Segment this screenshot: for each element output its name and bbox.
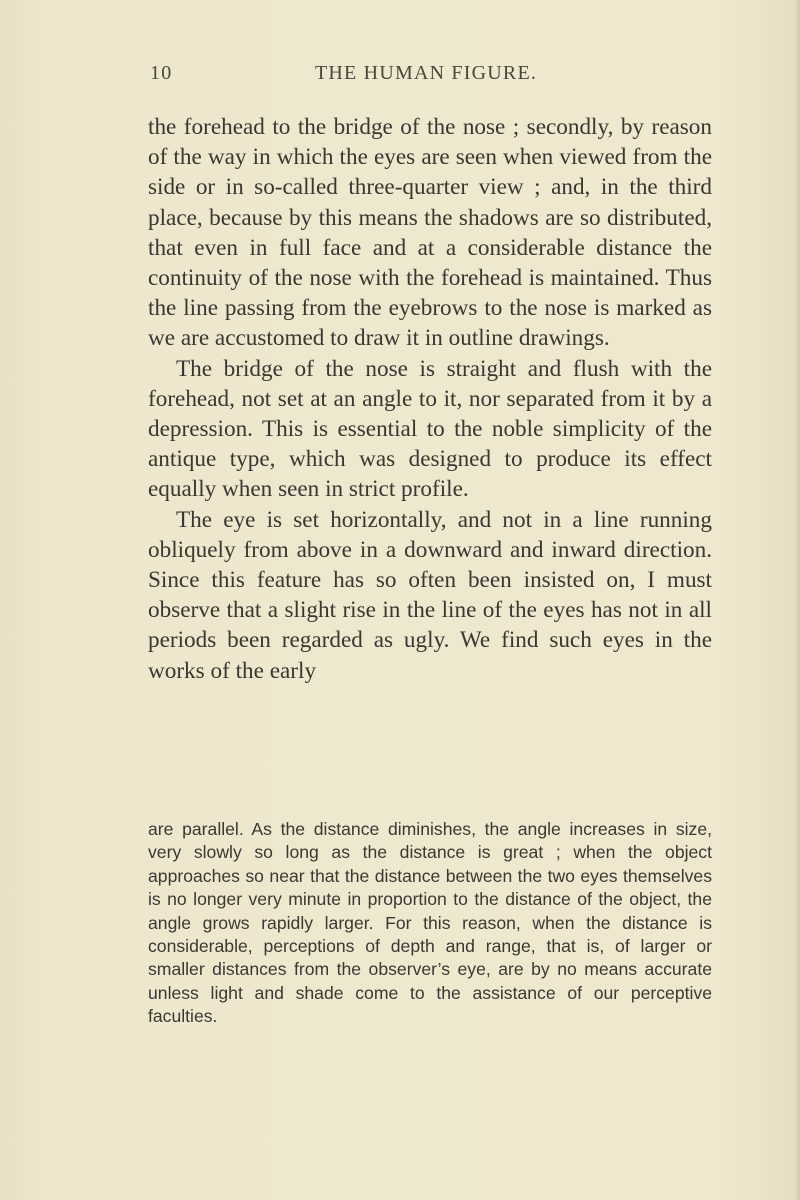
- page-header: [150, 62, 710, 92]
- paragraph-2: The bridge of the nose is straight and flush with the forehead, not set at an angle to it, nor separated from it by a depression. This is essential to the noble simplicity of the antique type, which was designed to produce its effect equally when seen in strict profile.: [148, 355, 712, 503]
- main-text: [148, 112, 712, 686]
- running-title: THE HUMAN FIGURE.: [315, 62, 538, 84]
- page-number: 10: [150, 62, 173, 84]
- paragraph-3: The eye is set horizontally, and not in a line running obliquely from above in a downward and inward direction. Since this feature has so often been insisted on, I must observe that a slight rise in the line of the eyes has not in all periods been regarded as ugly. We find such eyes in the works of the early: [148, 506, 712, 684]
- footnote: are parallel. As the distance diminishes, the angle increases in size, very slowly so long as the distance is great ; when the object approaches so near that the distance between the two eyes themselves is no longer very minute in proportion to the distance of the object, the angle grows rapidly larger. For this reason, when the distance is considerable, perceptions of depth and range, that is, of larger or smaller distances from the observer’s eye, are by no means accurate unless light and shade come to the assistance of our perceptive faculties.: [148, 819, 712, 1027]
- page-edge-shadow: [794, 0, 800, 1200]
- paragraph-1: the forehead to the bridge of the nose ; secondly, by reason of the way in which the eyes are seen when viewed from the side or in so-called three-quarter view ; and, in the third place, because by this means the shadows are so distributed, that even in full face and at a considerable distance the continuity of the nose with the forehead is maintained. Thus the line passing from the eyebrows to the nose is marked as we are accustomed to draw it in outline drawings.: [148, 114, 712, 352]
